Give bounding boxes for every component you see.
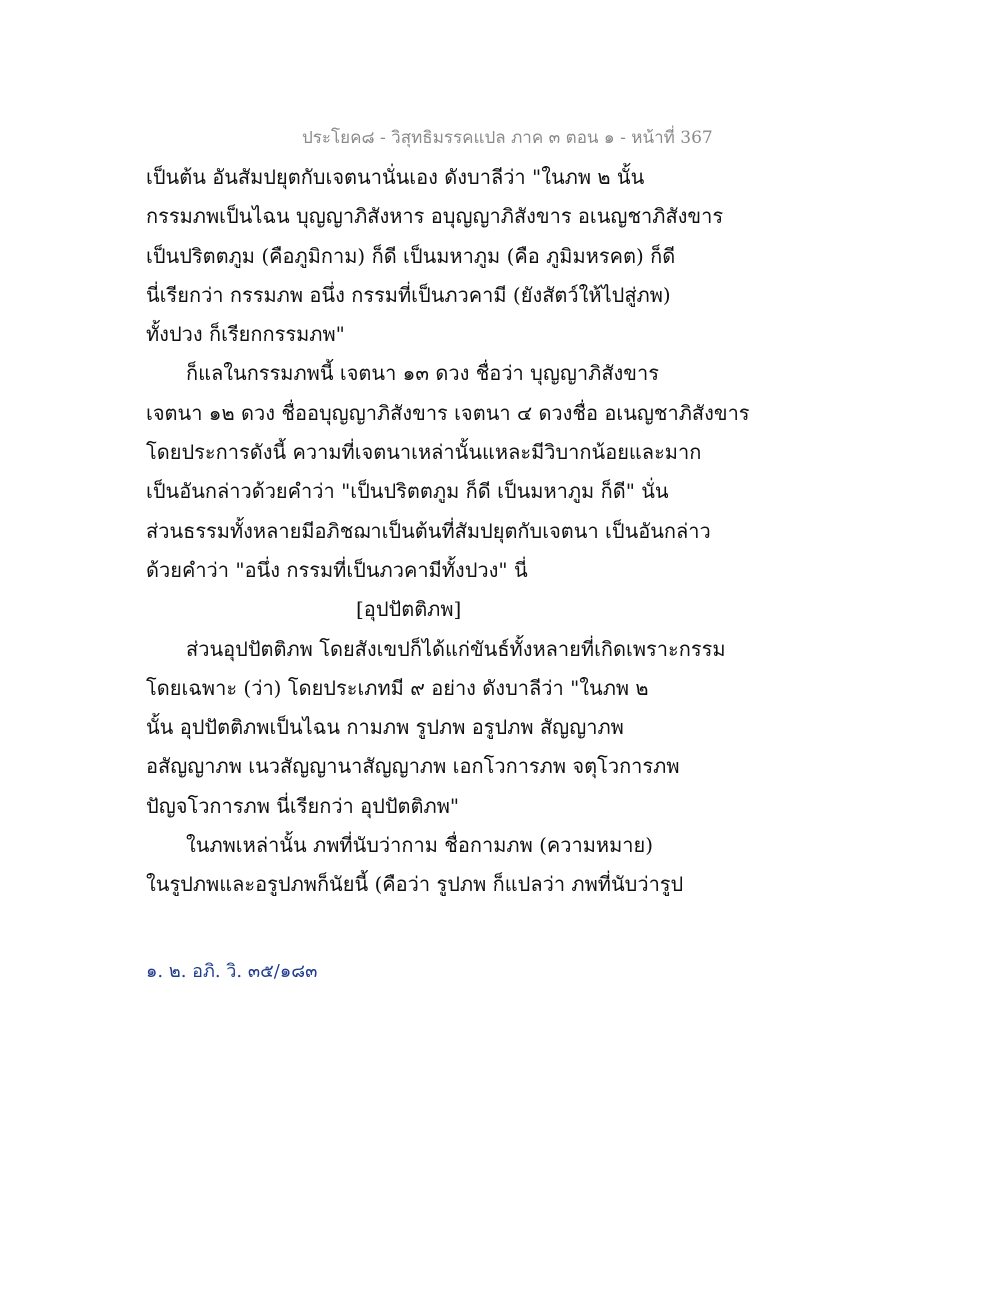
- body-text: [146, 158, 866, 905]
- text-line: ด้วยคำว่า "อนึ่ง กรรมที่เป็นภวคามีทั้งปวง" นี่: [146, 557, 528, 582]
- text-line: เป็นปริตตภูม (คือภูมิกาม) ก็ดี เป็นมหาภูม (คือ ภูมิมหรคต) ก็ดี: [146, 243, 676, 268]
- text-line: ส่วนธรรมทั้งหลายมีอภิชฌาเป็นต้นที่สัมปยุตกับเจตนา เป็นอันกล่าว: [146, 518, 711, 543]
- text-line: กรรมภพเป็นไฉน บุญญาภิสังหาร อบุญญาภิสังขาร อเนญชาภิสังขาร: [146, 204, 724, 229]
- text-line: เจตนา ๑๒ ดวง ชื่ออบุญญาภิสังขาร เจตนา ๔ ดวงชื่อ อเนญชาภิสังขาร: [146, 400, 750, 425]
- section-heading: [อุปปัตติภพ]: [356, 597, 462, 622]
- text-line: เป็นต้น อันสัมปยุตกับเจตนานั่นเอง ดังบาลีว่า "ในภพ ๒ นั้น: [146, 165, 645, 189]
- text-line: เป็นอันกล่าวด้วยคำว่า "เป็นปริตตภูม ก็ดี เป็นมหาภูม ก็ดี" นั่น: [146, 479, 669, 504]
- text-line: ในรูปภพและอรูปภพก็นัยนี้ (คือว่า รูปภพ ก็แปลว่า ภพที่นับว่ารูป: [146, 872, 684, 897]
- text-line: ปัญจโวการภพ นี่เรียกว่า อุปปัตติภพ": [146, 793, 460, 818]
- text-line: โดยประการดังนี้ ความที่เจตนาเหล่านั้นแหละมีวิบากน้อยและมาก: [146, 440, 702, 465]
- text-line: นั้น อุปปัตติภพเป็นไฉน กามภพ รูปภพ อรูปภพ สัญญาภพ: [146, 715, 624, 740]
- text-line: ทั้งปวง ก็เรียกกรรมภพ": [146, 322, 345, 347]
- text-line: นี่เรียกว่า กรรมภพ อนึ่ง กรรมที่เป็นภวคามี (ยังสัตว์ให้ไปสู่ภพ): [146, 282, 671, 307]
- text-line: โดยเฉพาะ (ว่า) โดยประเภทมี ๙ อย่าง ดังบาลีว่า "ในภพ ๒: [146, 675, 649, 700]
- page-header: ประโยค๘ - วิสุทธิมรรคแปล ภาค ๓ ตอน ๑ - หน้าที่ 367: [302, 128, 713, 148]
- paragraph-start-line: ส่วนอุปปัตติภพ โดยสังเขปก็ได้แก่ขันธ์ทั้งหลายที่เกิดเพราะกรรม: [186, 636, 726, 661]
- footnote: ๑. ๒. อภิ. วิ. ๓๕/๑๘๓: [146, 961, 318, 982]
- paragraph-start-line: ในภพเหล่านั้น ภพที่นับว่ากาม ชื่อกามภพ (ความหมาย): [186, 833, 654, 858]
- paragraph-start-line: ก็แลในกรรมภพนี้ เจตนา ๑๓ ดวง ชื่อว่า บุญญาภิสังขาร: [186, 361, 659, 386]
- text-line: อสัญญาภพ เนวสัญญานาสัญญาภพ เอกโวการภพ จตุโวการภพ: [146, 754, 680, 779]
